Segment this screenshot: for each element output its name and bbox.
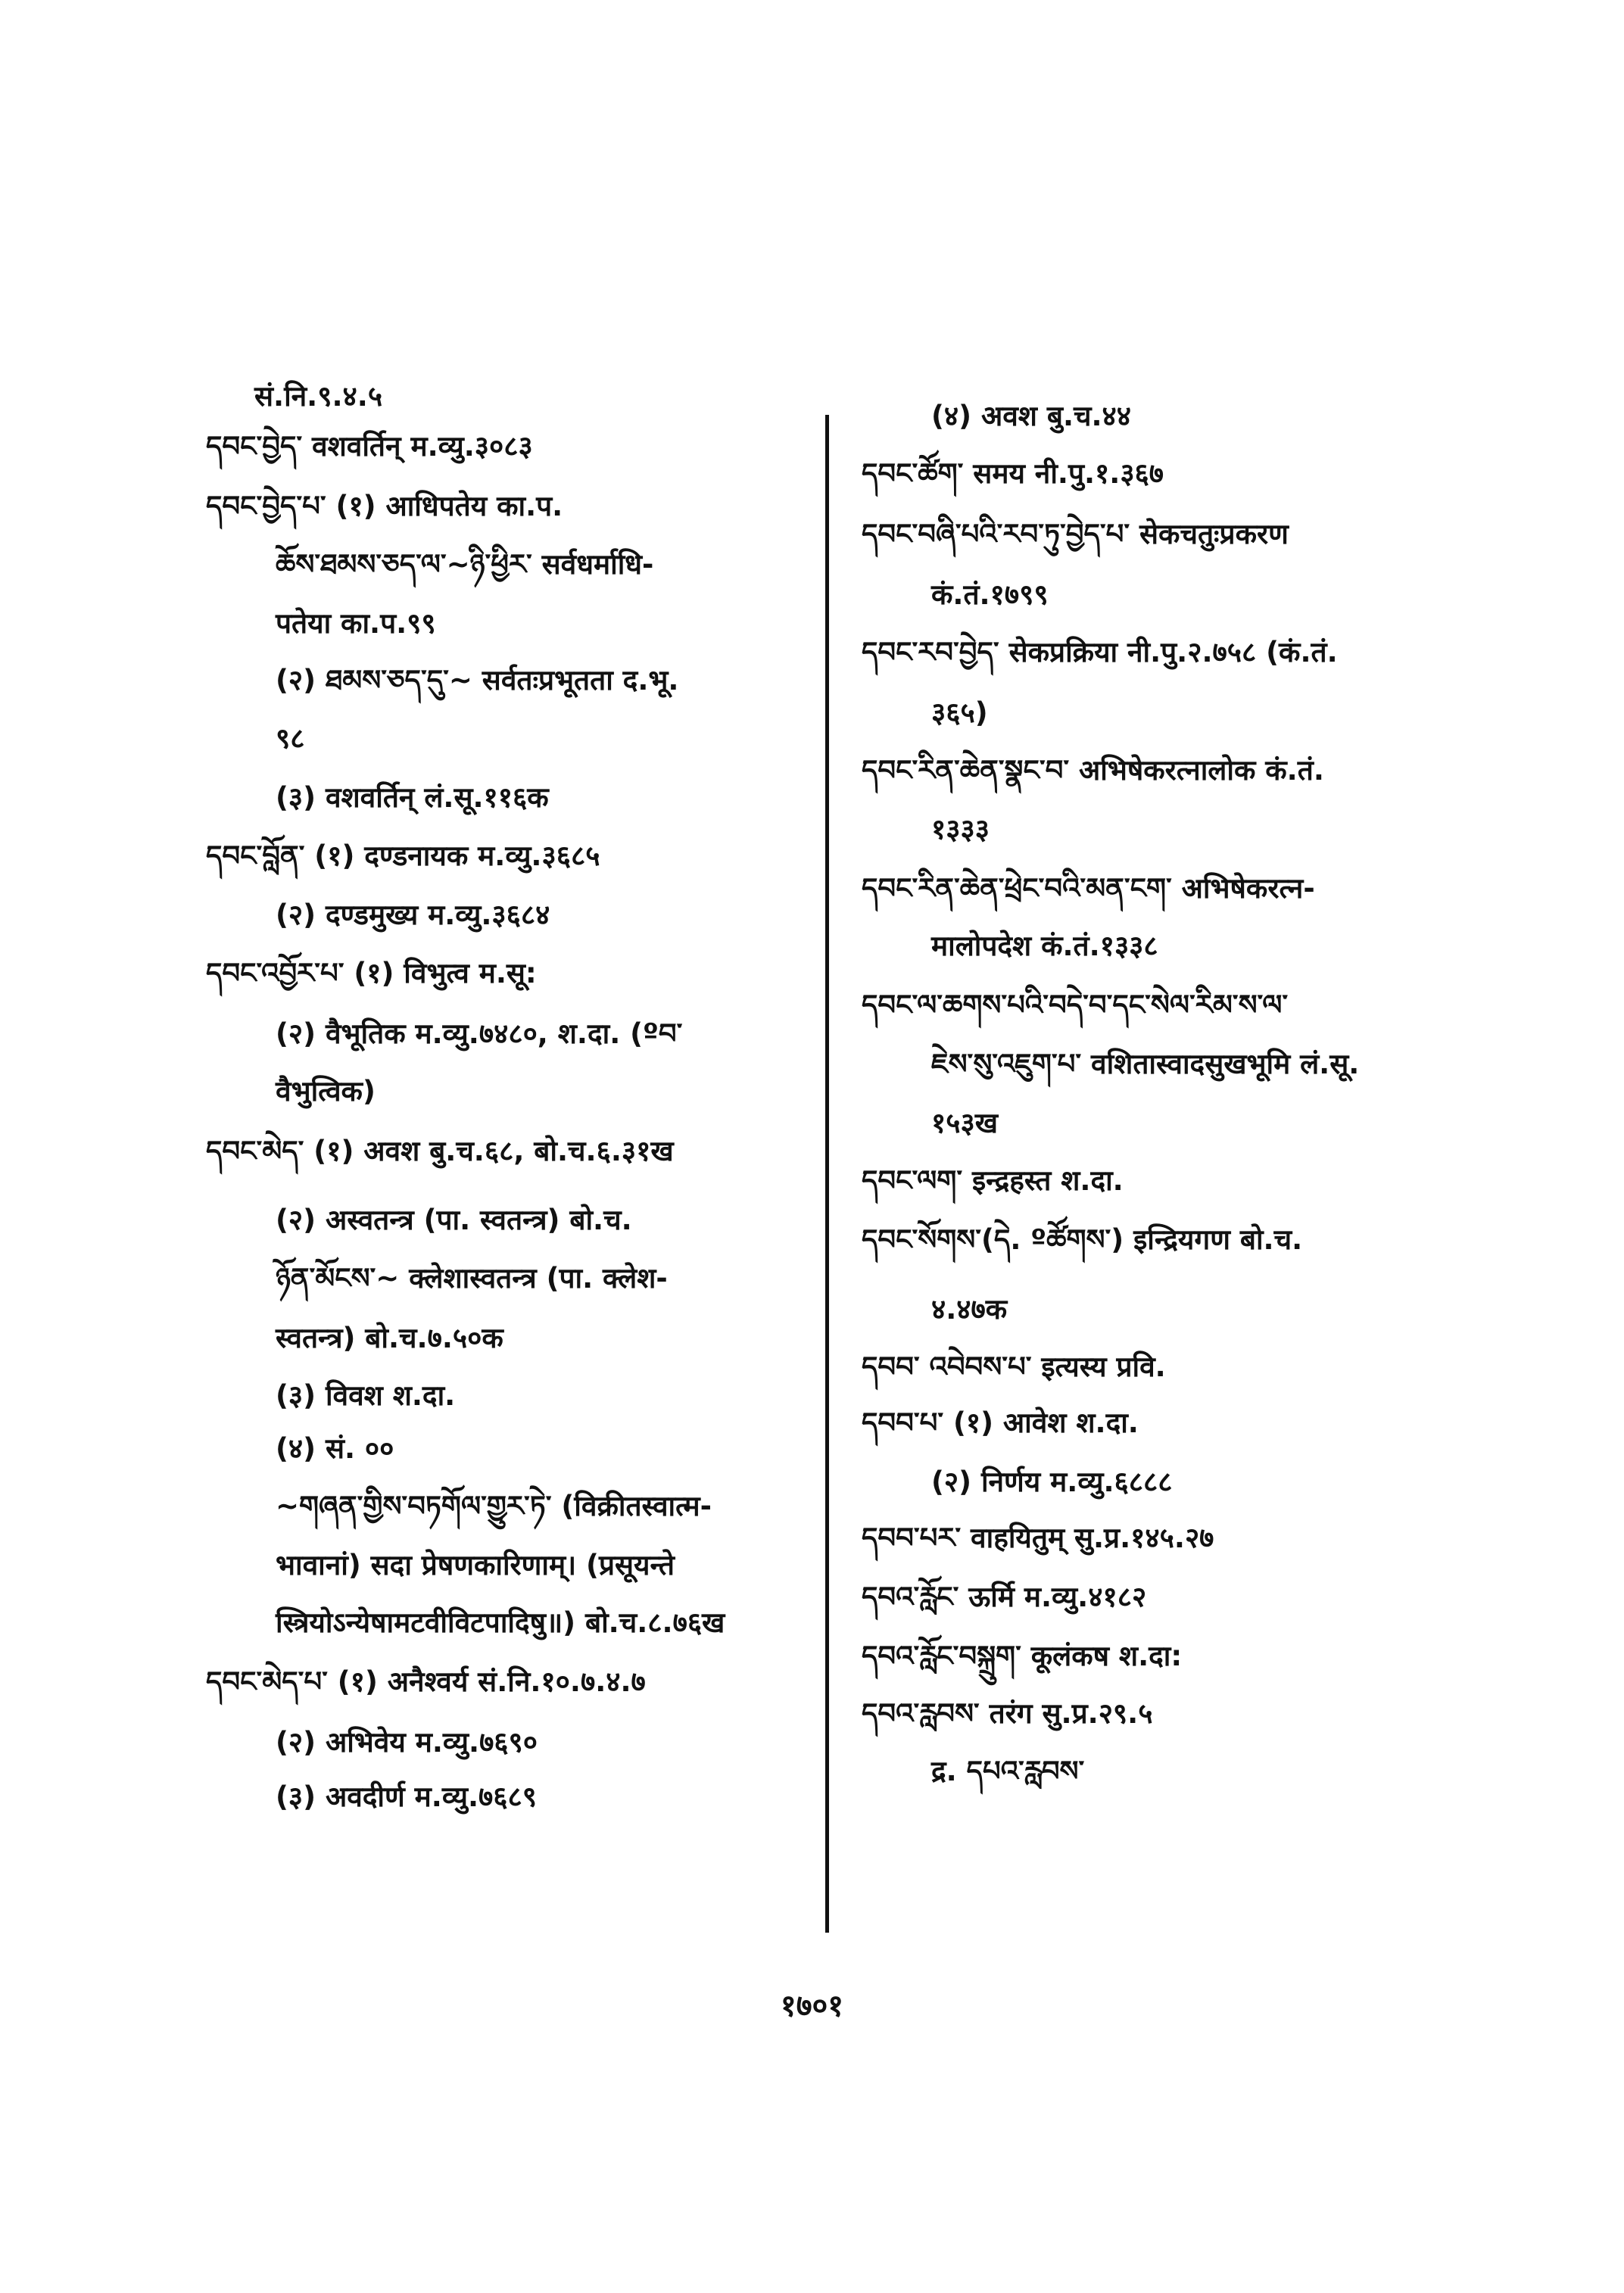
page-number: १७०१ bbox=[780, 1989, 844, 2024]
entry-line: स्वतन्त्र) बो.च.७.५०क bbox=[276, 1322, 503, 1354]
entry-line: དབང་ཚོག་ समय नी.पु.१.३६७ bbox=[862, 457, 1164, 490]
entry-line: (२) ཐམས་ཅད་དུ་~ सर्वतःप्रभूतता द.भू. bbox=[276, 664, 679, 696]
entry-line: ཇེས་སུ་འཇུག་པ་ वशितास्वादसुखभूमि लं.सू. bbox=[931, 1048, 1360, 1080]
entry-line: དབང་མེད་ (१) अवश बु.च.६८, बो.च.६.३१ख bbox=[206, 1135, 674, 1167]
entry-line: १३३३ bbox=[931, 813, 990, 846]
entry-line: स्त्रियोऽन्येषामटवीविटपादिषु॥) बो.च.८.७६ख bbox=[276, 1606, 725, 1639]
entry-line: དབང་རིན་ཆེན་ཕྲེང་བའི་མན་ངག་ अभिषेकरत्न- bbox=[862, 872, 1315, 905]
entry-line: (३) वशवर्तिन् लं.सू.११६क bbox=[276, 781, 549, 814]
entry-line: १५३ख bbox=[931, 1107, 998, 1139]
entry-line: དབང་བྱེད་པ་ (१) आधिपतेय का.प. bbox=[206, 490, 563, 522]
entry-line: དབབ་པར་ वाहयितुम् सु.प्र.१४५.२७ bbox=[862, 1522, 1214, 1554]
entry-line: पतेया का.प.९९ bbox=[276, 607, 436, 640]
entry-line: དབའ་རླབས་ तरंग सु.प्र.२९.५ bbox=[862, 1697, 1153, 1730]
entry-line: དབང་བཞི་པའི་རབ་ཏུ་བྱེད་པ་ सेकचतुःप्रकरण bbox=[862, 518, 1289, 550]
entry-line: ~གཞན་གྱིས་བཏགོལ་གྱུར་ཏེ་ (विक्रीतस्वात्म- bbox=[276, 1490, 712, 1522]
entry-line: (२) अभिवेय म.व्यु.७६९० bbox=[276, 1726, 538, 1759]
entry-line: ཉོན་མོངས་~ क्लेशास्वतन्त्र (पा. क्लेश- bbox=[276, 1262, 668, 1294]
entry-line: मालोपदेश कं.तं.१३३८ bbox=[931, 930, 1158, 962]
entry-line: भावानां) सदा प्रेषणकारिणाम्। (प्रसूयन्ते bbox=[276, 1549, 675, 1581]
entry-line: (२) दण्डमुख्य म.व्यु.३६८४ bbox=[276, 899, 550, 931]
entry-line: དབང་འབྱོར་པ་ (१) विभुत्व म.सू: bbox=[206, 957, 537, 989]
entry-line: (४) सं. ०० bbox=[276, 1432, 394, 1465]
entry-line: དབང་རིན་ཆེན་སྣང་བ་ अभिषेकरत्नालोक कं.तं. bbox=[862, 754, 1324, 787]
entry-line: ३६५) bbox=[931, 696, 988, 729]
entry-line: དབབ་ འབེབས་པ་ इत्यस्य प्रवि. bbox=[862, 1351, 1166, 1383]
entry-line: དབང་བྱེད་ वशवर्तिन् म.व्यु.३०८३ bbox=[206, 430, 533, 463]
entry-line: དབང་སོགས་(དེ. ºཚོགས་) इन्द्रियगण बो.च. bbox=[862, 1223, 1303, 1256]
entry-line: དབའ་རློང་བསྐྲུག་ कूलंकष श.दा: bbox=[862, 1640, 1183, 1672]
entry-line: (२) अस्वतन्त्र (पा. स्वतन्त्र) बो.च. bbox=[276, 1204, 632, 1236]
entry-line: द्र. དཔའ་རླབས་ bbox=[931, 1755, 1085, 1787]
entry-line: (२) वैभूतिक म.व्यु.७४८०, श.दा. (ºབ་ bbox=[276, 1017, 683, 1050]
entry-line: དབང་ལ་ཆགས་པའི་བདེ་བ་དང་སེལ་རིམ་ས་ལ་ bbox=[862, 989, 1289, 1021]
entry-line: वैभुत्विक) bbox=[276, 1075, 376, 1108]
entry-line: དབང་ལག་ इन्द्रहस्त श.दा. bbox=[862, 1164, 1124, 1197]
entry-line: ཆོས་ཐམས་ཅད་ལ་~ཉི་ཕྱིར་ सर्वधर्माधि- bbox=[276, 548, 654, 581]
entry-line: དབང་རབ་བྱེད་ सेकप्रक्रिया नी.पु.२.७५८ (कं.तं. bbox=[862, 636, 1338, 668]
entry-line: དབང་མེད་པ་ (१) अनैश्वर्य सं.नि.१०.७.४.७ bbox=[206, 1665, 646, 1698]
entry-line: དབང་བློན་ (१) दण्डनायक म.व्यु.३६८५ bbox=[206, 840, 600, 872]
entry-line: (३) विवश श.दा. bbox=[276, 1379, 456, 1412]
entry-line: कं.तं.१७९९ bbox=[931, 578, 1049, 611]
entry-line: དབབ་པ་ (१) आवेश श.दा. bbox=[862, 1407, 1139, 1439]
entry-line: ९८ bbox=[276, 722, 305, 755]
entry-line: (४) अवश बु.च.४४ bbox=[931, 400, 1132, 432]
entry-line: (३) अवदीर्ण म.व्यु.७६८९ bbox=[276, 1781, 537, 1813]
entry-line: ४.४७क bbox=[931, 1293, 1008, 1326]
column-divider bbox=[825, 415, 829, 1933]
entry-line: (२) निर्णय म.व्यु.६८८८ bbox=[931, 1466, 1173, 1498]
entry-line: དབའ་རློང་ ऊर्मि म.व्यु.४१८२ bbox=[862, 1581, 1147, 1613]
entry-line: सं.नि.९.४.५ bbox=[254, 380, 383, 413]
